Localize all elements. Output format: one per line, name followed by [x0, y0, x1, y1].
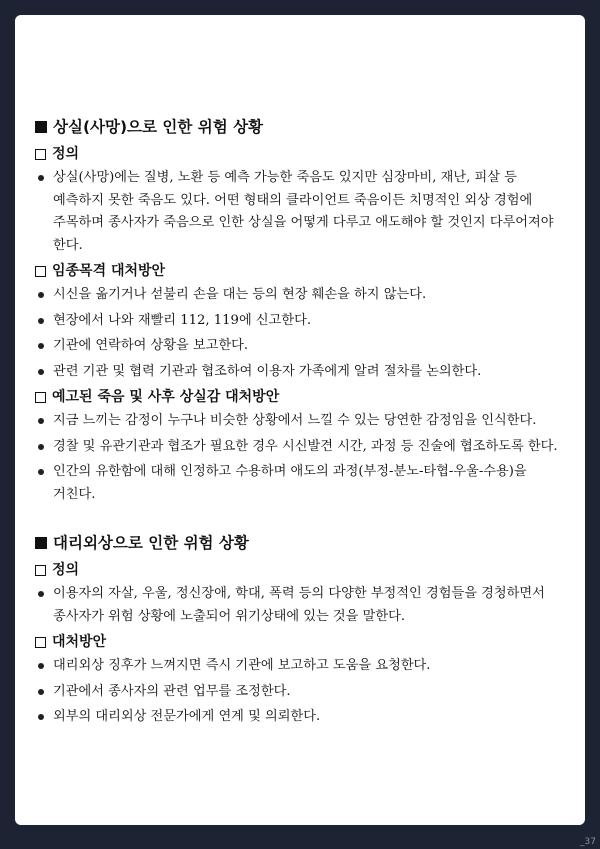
list-item: 현장에서 나와 재빨리 112, 119에 신고한다.: [35, 310, 565, 333]
page-number: _37: [580, 837, 596, 847]
empty-square-icon: [35, 149, 46, 160]
bullet-icon: [38, 689, 44, 695]
list-item: 기관에서 종사자의 관련 업무를 조정한다.: [35, 681, 565, 704]
empty-square-icon: [35, 266, 46, 277]
bullet-icon: [38, 714, 44, 720]
section-vicarious-trauma: [35, 531, 565, 729]
bullet-icon: [38, 418, 44, 424]
list-item: 관련 기관 및 협력 기관과 협조하여 이용자 가족에게 알려 절차를 논의한다.: [35, 361, 565, 384]
bullet-icon: [38, 292, 44, 298]
section-loss: [35, 115, 565, 506]
section-gap: [35, 509, 565, 531]
subsection-title: 대처방안: [35, 631, 565, 653]
document-page: [15, 15, 585, 825]
list-item: 외부의 대리외상 전문가에게 연계 및 의뢰한다.: [35, 706, 565, 729]
section-title: 상실(사망)으로 인한 위험 상황: [35, 115, 565, 139]
bullet-icon: [38, 343, 44, 349]
section-title: 대리외상으로 인한 위험 상황: [35, 531, 565, 555]
filled-square-icon: [35, 121, 47, 133]
bullet-list: [35, 655, 565, 729]
bullet-icon: [38, 663, 44, 669]
list-item: 대리외상 징후가 느껴지면 즉시 기관에 보고하고 도움을 요청한다.: [35, 655, 565, 678]
bullet-list: [35, 284, 565, 383]
filled-square-icon: [35, 537, 47, 549]
list-item: 지금 느끼는 감정이 누구나 비슷한 상황에서 느낄 수 있는 당연한 감정임을 인식한다.: [35, 410, 565, 433]
bullet-icon: [38, 175, 44, 181]
empty-square-icon: [35, 637, 46, 648]
subsection-title: 예고된 죽음 및 사후 상실감 대처방안: [35, 386, 565, 408]
bullet-icon: [38, 444, 44, 450]
bullet-list: [35, 167, 565, 257]
bullet-icon: [38, 369, 44, 375]
empty-square-icon: [35, 565, 46, 576]
bullet-list: [35, 583, 565, 628]
list-item: 경찰 및 유관기관과 협조가 필요한 경우 시신발견 시간, 과정 등 진술에 협조하도록 한다.: [35, 436, 565, 459]
subsection-title: 정의: [35, 143, 565, 165]
list-item: 이용자의 자살, 우울, 정신장애, 학대, 폭력 등의 다양한 부정적인 경험들을 경청하면서 종사자가 위험 상황에 노출되어 위기상태에 있는 것을 말한다.: [35, 583, 565, 628]
bullet-icon: [38, 318, 44, 324]
list-item: 기관에 연락하여 상황을 보고한다.: [35, 335, 565, 358]
empty-square-icon: [35, 392, 46, 403]
list-item: 시신을 옮기거나 섣불리 손을 대는 등의 현장 훼손을 하지 않는다.: [35, 284, 565, 307]
list-item: 상실(사망)에는 질병, 노환 등 예측 가능한 죽음도 있지만 심장마비, 재난, 피살 등 예측하지 못한 죽음도 있다. 어떤 형태의 클라이언트 죽음이든 치명적인 외상 경험에 주목하며 종사자가 죽음으로 인한 상실을 어떻게 다루고 애도해야 할 것인지 다루어져야 한다.: [35, 167, 565, 257]
subsection-title: 정의: [35, 559, 565, 581]
bullet-list: [35, 410, 565, 506]
bullet-icon: [38, 469, 44, 475]
bullet-icon: [38, 591, 44, 597]
list-item: 인간의 유한함에 대해 인정하고 수용하며 애도의 과정(부정-분노-타협-우울-수용)을 거친다.: [35, 461, 565, 506]
subsection-title: 임종목격 대처방안: [35, 260, 565, 282]
